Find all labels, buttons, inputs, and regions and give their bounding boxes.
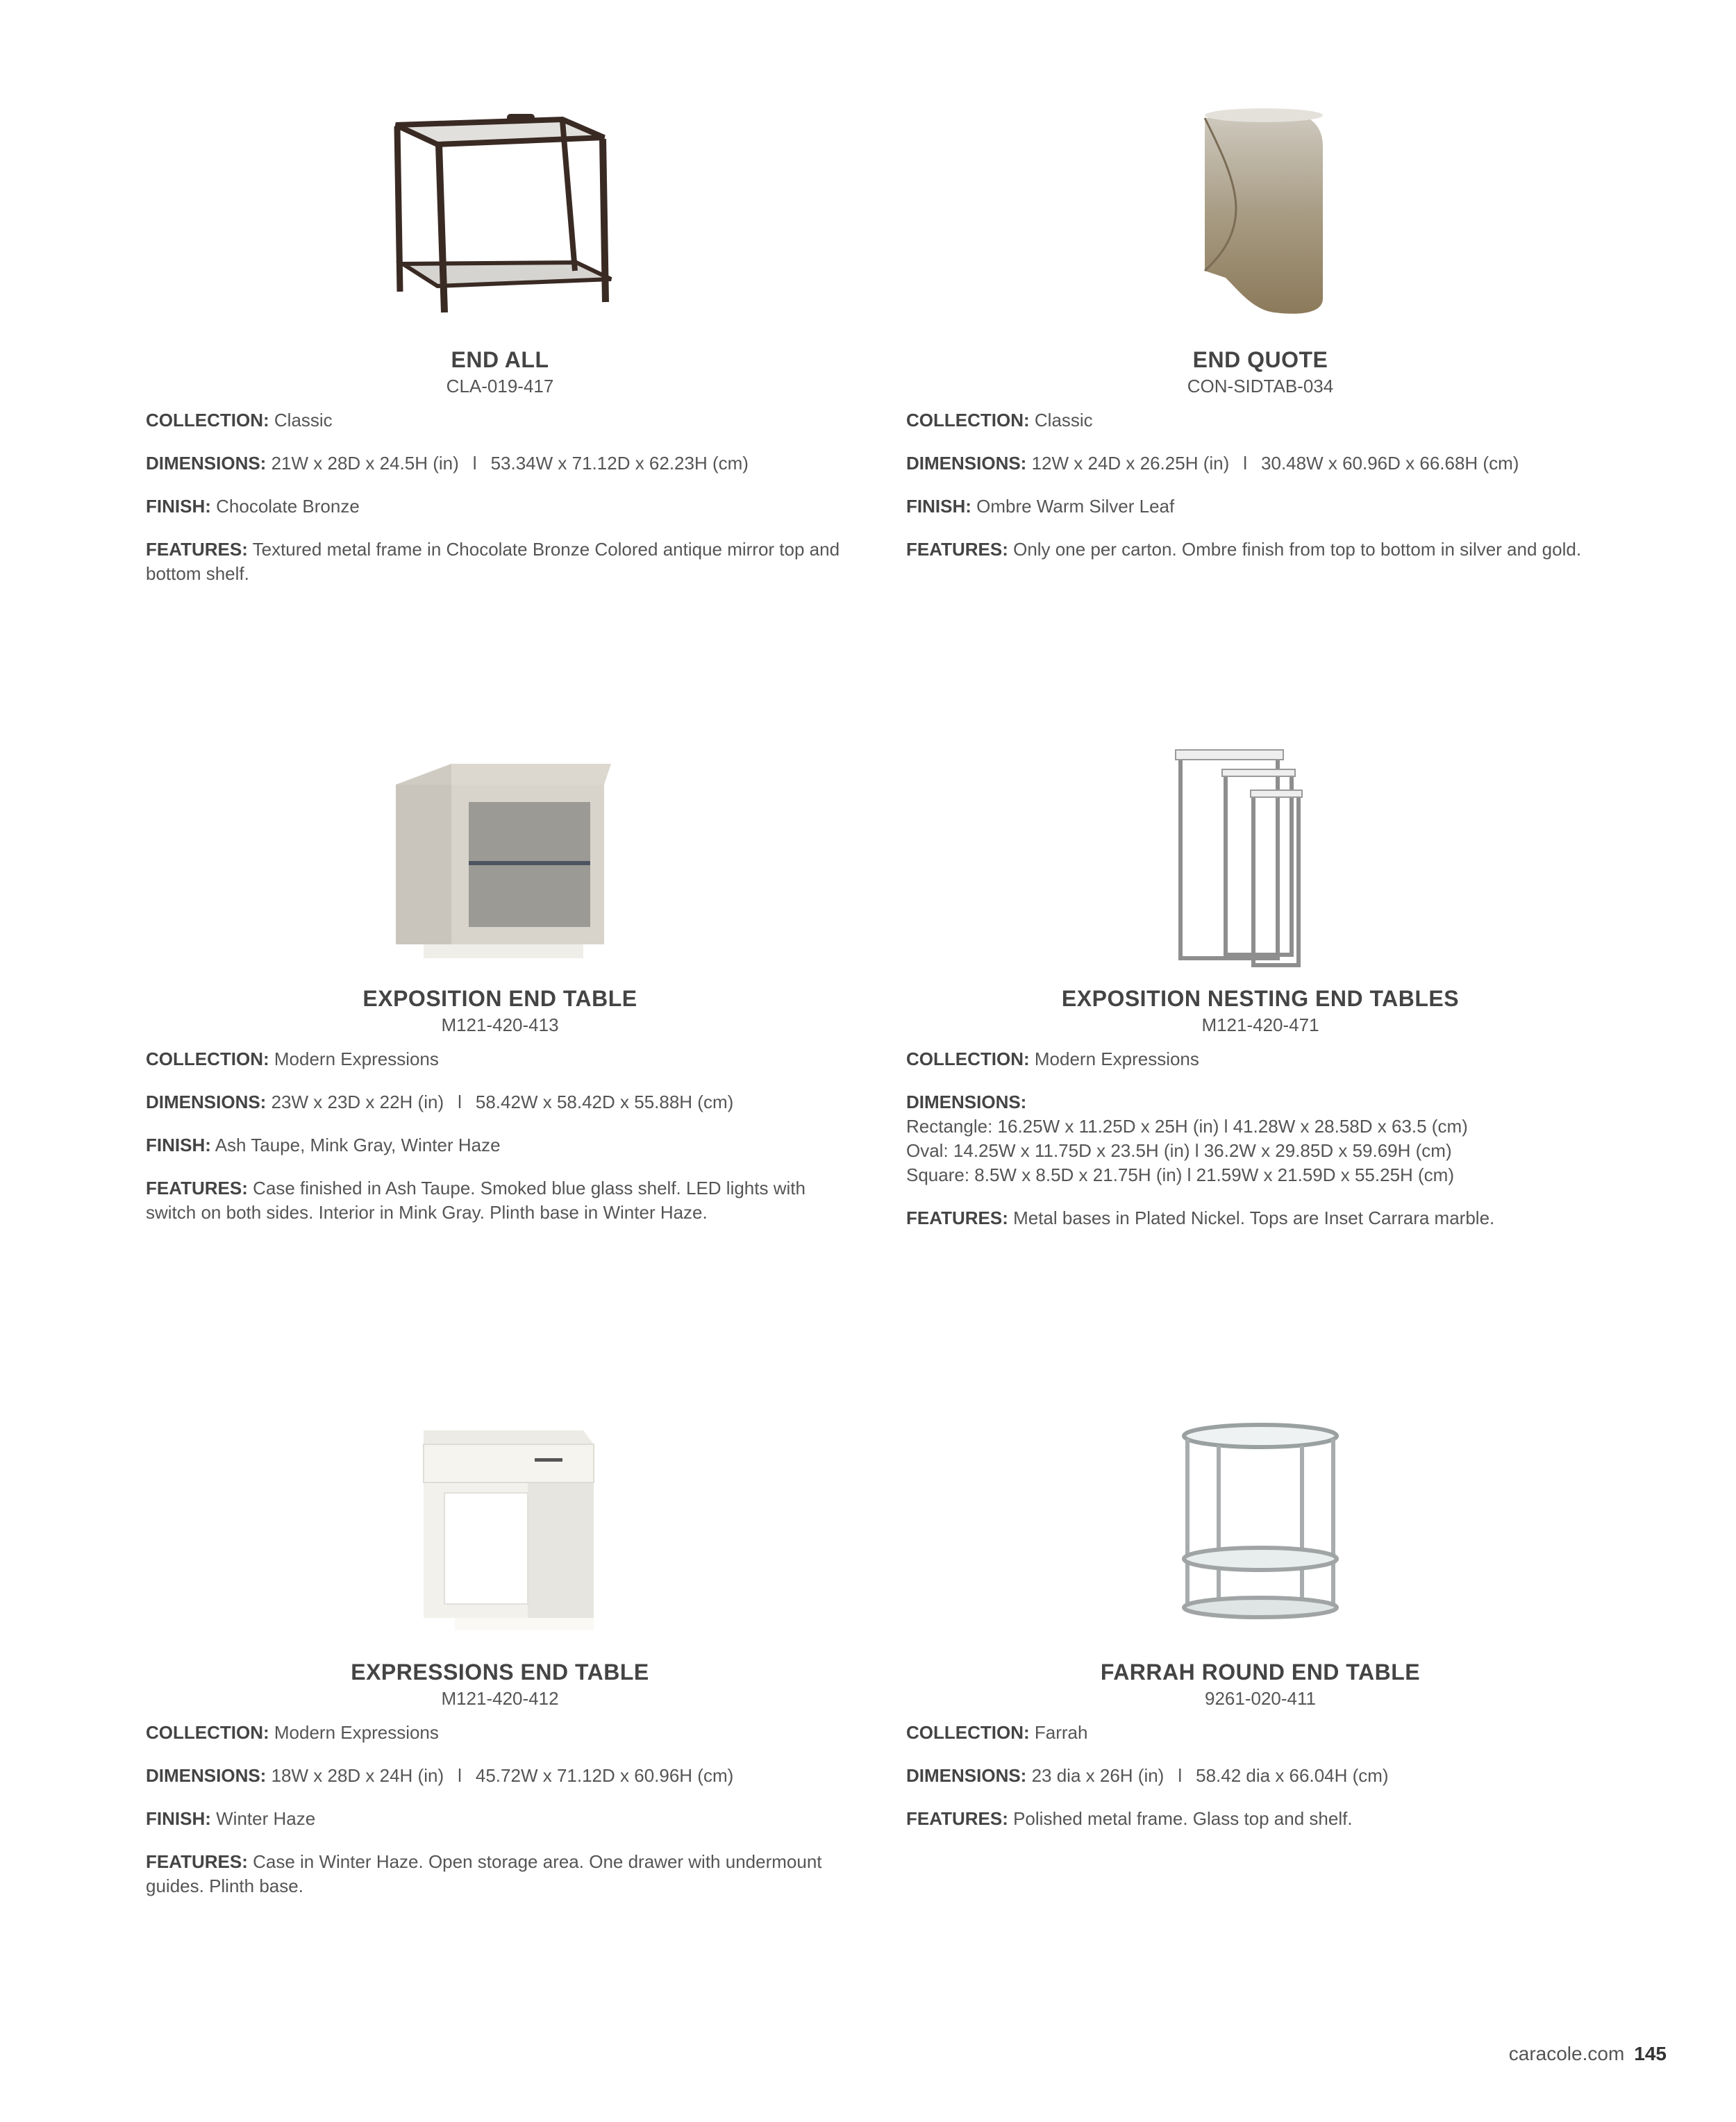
dimensions-spec	[146, 451, 854, 476]
product-farrah-round-end-table	[906, 1417, 1614, 1850]
dimensions-label: DIMENSIONS:	[906, 1765, 1027, 1786]
product-expressions-end-table	[146, 1417, 854, 1917]
finish-label: FINISH:	[146, 1808, 211, 1829]
dimension-separator: l	[458, 1092, 462, 1112]
product-name: EXPRESSIONS END TABLE	[351, 1660, 649, 1685]
product-sku: CON-SIDTAB-034	[1187, 376, 1334, 396]
finish-value: Chocolate Bronze	[216, 496, 360, 517]
exposition-end-table-illustration	[354, 743, 646, 972]
features-spec	[146, 537, 854, 586]
features-label: FEATURES:	[906, 1208, 1008, 1228]
features-value: Textured metal frame in Chocolate Bronze Colored antique mirror top and bottom shelf.	[146, 539, 840, 584]
farrah-round-table-illustration	[1115, 1417, 1406, 1646]
collection-spec	[146, 1721, 854, 1745]
finish-spec	[146, 1133, 854, 1158]
finish-value: Ombre Warm Silver Leaf	[976, 496, 1175, 517]
features-spec	[906, 1807, 1614, 1831]
dimension-separator: l	[1178, 1765, 1183, 1786]
collection-spec	[906, 1047, 1614, 1071]
collection-spec	[146, 408, 854, 433]
dimension-separator: l	[472, 453, 477, 474]
dimensions-label: DIMENSIONS:	[906, 453, 1027, 474]
dimension-line-rectangle: Rectangle: 16.25W x 11.25D x 25H (in) l 41.28W x 28.58D x 63.5 (cm)	[906, 1116, 1468, 1137]
finish-spec	[146, 494, 854, 519]
finish-label: FINISH:	[146, 1135, 211, 1155]
finish-value: Ash Taupe, Mink Gray, Winter Haze	[215, 1135, 501, 1155]
dimensions-spec	[906, 1090, 1614, 1187]
dimensions-spec	[146, 1090, 854, 1114]
features-spec	[906, 537, 1614, 562]
dimensions-spec	[906, 1764, 1614, 1788]
dimensions-in-value: 12W x 24D x 26.25H (in)	[1031, 453, 1230, 474]
finish-spec	[146, 1807, 854, 1831]
dimensions-cm-value: 58.42W x 58.42D x 55.88H (cm)	[475, 1092, 734, 1112]
features-label: FEATURES:	[146, 539, 248, 560]
collection-label: COLLECTION:	[146, 1722, 269, 1743]
product-end-all	[146, 104, 854, 605]
product-exposition-nesting-end-tables	[906, 743, 1614, 1249]
page-footer	[1509, 2043, 1667, 2065]
features-label: FEATURES:	[146, 1851, 248, 1872]
collection-spec	[146, 1047, 854, 1071]
features-spec	[906, 1206, 1614, 1230]
product-sku: M121-420-412	[441, 1688, 559, 1709]
product-sku: M121-420-413	[441, 1014, 559, 1035]
dimension-line-square: Square: 8.5W x 8.5D x 21.75H (in) l 21.59W x 21.59D x 55.25H (cm)	[906, 1164, 1455, 1185]
dimensions-label: DIMENSIONS:	[146, 1092, 267, 1112]
product-sku: CLA-019-417	[446, 376, 554, 396]
features-value: Case in Winter Haze. Open storage area. One drawer with undermount guides. Plinth base.	[146, 1851, 822, 1896]
features-spec	[146, 1176, 854, 1225]
product-image-end-quote	[906, 104, 1614, 333]
features-label: FEATURES:	[906, 1808, 1008, 1829]
dimensions-cm-value: 30.48W x 60.96D x 66.68H (cm)	[1261, 453, 1519, 474]
product-sku: M121-420-471	[1201, 1014, 1319, 1035]
features-value: Only one per carton. Ombre finish from top to bottom in silver and gold.	[1013, 539, 1582, 560]
collection-value: Modern Expressions	[274, 1722, 439, 1743]
collection-label: COLLECTION:	[146, 410, 269, 431]
collection-label: COLLECTION:	[906, 410, 1030, 431]
product-image-expressions-end-table	[146, 1417, 854, 1646]
dimension-line-oval: Oval: 14.25W x 11.75D x 23.5H (in) l 36.2W x 29.85D x 59.69H (cm)	[906, 1140, 1452, 1161]
finish-label: FINISH:	[906, 496, 971, 517]
dimensions-label: DIMENSIONS:	[906, 1092, 1027, 1112]
collection-spec	[906, 1721, 1614, 1745]
collection-value: Classic	[1034, 410, 1093, 431]
features-value: Polished metal frame. Glass top and shelf.	[1013, 1808, 1353, 1829]
expressions-end-table-illustration	[354, 1417, 646, 1646]
product-end-quote	[906, 104, 1614, 580]
collection-label: COLLECTION:	[146, 1049, 269, 1069]
dimensions-in-value: 23W x 23D x 22H (in)	[271, 1092, 444, 1112]
dimensions-cm-value: 58.42 dia x 66.04H (cm)	[1196, 1765, 1389, 1786]
footer-site: caracole.com	[1508, 2043, 1625, 2064]
end-all-table-illustration	[354, 104, 646, 333]
product-sku: 9261-020-411	[1205, 1688, 1316, 1709]
product-name: EXPOSITION END TABLE	[362, 986, 637, 1011]
finish-label: FINISH:	[146, 496, 211, 517]
exposition-nesting-tables-illustration	[1115, 743, 1406, 972]
collection-label: COLLECTION:	[906, 1722, 1030, 1743]
dimensions-in-value: 23 dia x 26H (in)	[1031, 1765, 1165, 1786]
dimensions-spec	[906, 451, 1614, 476]
product-exposition-end-table	[146, 743, 854, 1244]
product-name: END ALL	[451, 347, 549, 372]
dimension-separator: l	[458, 1765, 462, 1786]
product-name: FARRAH ROUND END TABLE	[1100, 1660, 1421, 1685]
collection-value: Modern Expressions	[1034, 1049, 1199, 1069]
product-image-farrah-round-end-table	[906, 1417, 1614, 1646]
collection-spec	[906, 408, 1614, 433]
dimensions-in-value: 21W x 28D x 24.5H (in)	[271, 453, 459, 474]
dimensions-label: DIMENSIONS:	[146, 453, 267, 474]
features-value: Case finished in Ash Taupe. Smoked blue glass shelf. LED lights with switch on both sides. Interior in Mink Gray. Plinth base in Winter Haze.	[146, 1178, 806, 1223]
features-label: FEATURES:	[906, 539, 1008, 560]
collection-value: Classic	[274, 410, 333, 431]
finish-value: Winter Haze	[216, 1808, 316, 1829]
product-image-end-all	[146, 104, 854, 333]
product-name: END QUOTE	[1192, 347, 1328, 372]
page-number: 145	[1634, 2043, 1667, 2064]
features-value: Metal bases in Plated Nickel. Tops are Inset Carrara marble.	[1013, 1208, 1495, 1228]
dimensions-in-value: 18W x 28D x 24H (in)	[271, 1765, 444, 1786]
collection-label: COLLECTION:	[906, 1049, 1030, 1069]
product-image-exposition-end-table	[146, 743, 854, 972]
features-spec	[146, 1850, 854, 1898]
dimensions-cm-value: 53.34W x 71.12D x 62.23H (cm)	[490, 453, 749, 474]
collection-value: Modern Expressions	[274, 1049, 439, 1069]
collection-value: Farrah	[1034, 1722, 1088, 1743]
product-name: EXPOSITION NESTING END TABLES	[1061, 986, 1460, 1011]
dimensions-cm-value: 45.72W x 71.12D x 60.96H (cm)	[475, 1765, 734, 1786]
dimensions-label: DIMENSIONS:	[146, 1765, 267, 1786]
product-image-exposition-nesting-end-tables	[906, 743, 1614, 972]
dimension-separator: l	[1243, 453, 1248, 474]
end-quote-table-illustration	[1115, 104, 1406, 333]
dimensions-spec	[146, 1764, 854, 1788]
features-label: FEATURES:	[146, 1178, 248, 1198]
finish-spec	[906, 494, 1614, 519]
